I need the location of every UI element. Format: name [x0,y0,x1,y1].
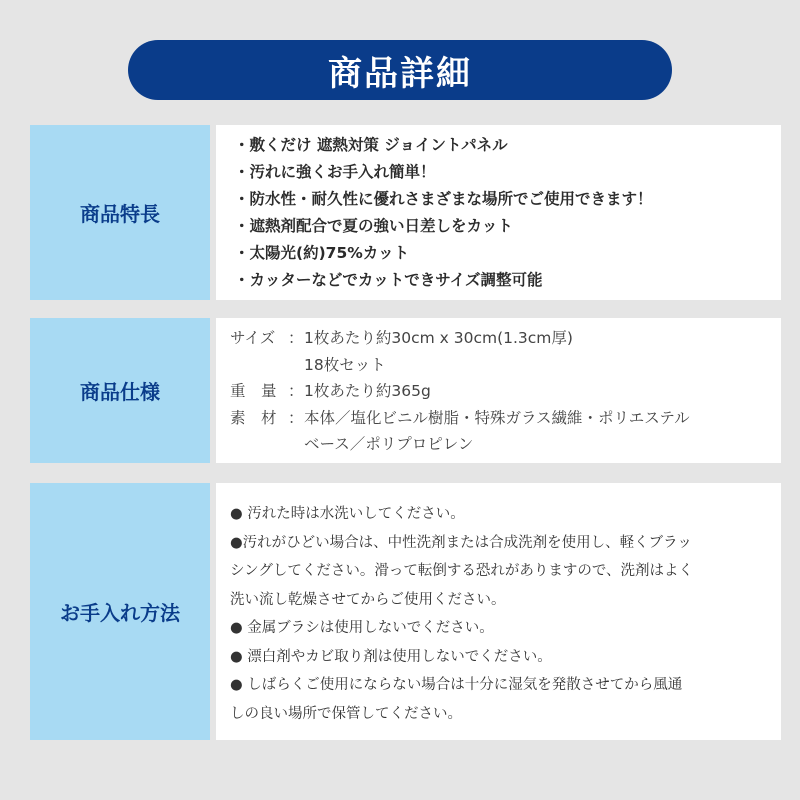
care-line: ● 金属ブラシは使用しないでください。 [230,620,494,636]
material-value-continued: ベース／ポリプロピレン [304,435,474,453]
features-label: 商品特長 [80,202,160,226]
care-line: ● 漂白剤やカビ取り剤は使用しないでください。 [230,648,552,665]
size-value: 1枚あたり約30cm x 30cm(1.3cm厚) [304,329,573,347]
care-section [30,483,781,740]
features-label-cell [30,125,210,300]
care-line: シングしてください。滑って転倒する恐れがありますので、洗剤はよく [230,563,694,579]
material-value: 本体／塩化ビニル樹脂・特殊ガラス繊維・ポリエステル [304,408,690,427]
care-line: ● しばらくご使用にならない場合は十分に湿気を発散させてから風通 [230,677,683,693]
spec-section [30,318,781,463]
spec-label-cell [30,318,210,463]
material-separator: ： [288,408,304,427]
care-line: ● 汚れた時は水洗いしてください。 [230,506,465,522]
size-label: サイズ [230,329,276,347]
care-line: 洗い流し乾燥させてからご使用ください。 [230,591,506,608]
spec-content [216,318,781,463]
spec-weight-row [230,378,781,405]
feature-item: ・汚れに強くお手入れ簡単！ [234,163,436,181]
size-value-continued: 18枚セット [304,355,386,374]
weight-value: 1枚あたり約365g [304,382,431,400]
weight-separator: ： [288,382,304,400]
page-title: 商品詳細 [328,53,472,94]
care-content [216,483,781,740]
spec-label: 商品仕様 [80,380,160,404]
size-separator: ： [288,329,304,347]
care-line: しの良い場所で保管してください。 [230,705,462,722]
weight-label: 重 量 [230,382,277,400]
feature-item: ・カッターなどでカットできサイズ調整可能 [234,271,543,289]
care-line: ●汚れがひどい場合は、中性洗剤または合成洗剤を使用し、軽くブラッ [230,534,692,551]
feature-item: ・敷くだけ 遮熱対策 ジョイントパネル [234,136,508,154]
spec-material-row [230,405,781,432]
features-content [216,125,781,300]
feature-item: ・防水性・耐久性に優れさまざまな場所でご使用できます！ [234,190,653,208]
title-banner [128,40,672,100]
care-label-cell [30,483,210,740]
spec-size-row [230,325,781,352]
feature-item: ・遮熱剤配合で夏の強い日差しをカット [234,217,513,235]
material-label: 素 材 [230,408,277,427]
care-label: お手入れ方法 [60,601,180,625]
feature-item: ・太陽光(約)75%カット [234,244,410,262]
features-section [30,125,781,300]
